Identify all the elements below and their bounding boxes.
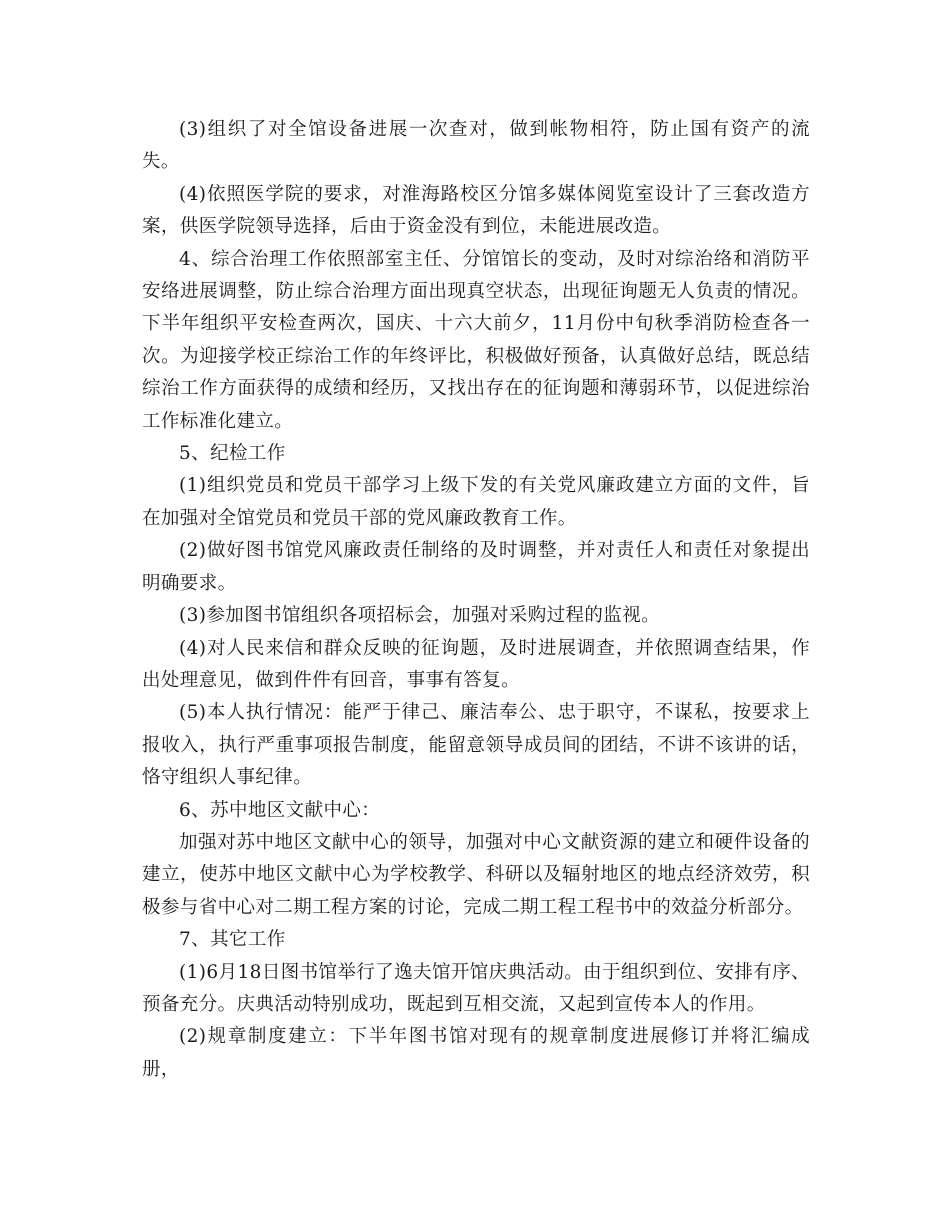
paragraph-discipline-item-2: (2)做好图书馆党风廉政责任制络的及时调整，并对责任人和责任对象提出明确要求。 xyxy=(142,540,810,594)
heading-literature-center: 6、苏中地区文献中心： xyxy=(179,799,381,821)
heading-other-work: 7、其它工作 xyxy=(179,929,286,951)
paragraph-comprehensive-governance: 4、综合治理工作依照部室主任、分馆馆长的变动，及时对综治络和消防平安络进展调整，防止综合治理方面出现真空状态，出现征询题无人负责的情况。下半年组织平安检查两次，国庆、十六大前夕，11月份中旬秋季消防检查各一次。为迎接学校正综治工作的年终评比，积极做好预备，认真做好总结，既总结综治工作方面获得的成绩和经历，又找出存在的征询题和薄弱环节，以促进综治工作标准化建立。 xyxy=(142,248,810,432)
paragraph-literature-center: 加强对苏中地区文献中心的领导，加强对中心文献资源的建立和硬件设备的建立，使苏中地区文献中心为学校教学、科研以及辐射地区的地点经济效劳，积极参与省中心对二期工程方案的讨论，完成二期工程工程书中的效益分析部分。 xyxy=(142,831,810,918)
paragraph-other-item-2: (2)规章制度建立：下半年图书馆对现有的规章制度进展修订并将汇编成册， xyxy=(142,1026,810,1080)
paragraph-discipline-item-3: (3)参加图书馆组织各项招标会，加强对采购过程的监视。 xyxy=(179,605,661,627)
paragraph-equipment-check: (3)组织了对全馆设备进展一次查对，做到帐物相符，防止国有资产的流失。 xyxy=(142,119,810,173)
paragraph-discipline-item-5: (5)本人执行情况：能严于律己、廉洁奉公、忠于职守，不谋私，按要求上报收入，执行严重事项报告制度，能留意领导成员间的团结，不讲不该讲的话，恪守组织人事纪律。 xyxy=(142,702,810,789)
document-body xyxy=(142,114,810,1086)
heading-discipline-inspection: 5、纪检工作 xyxy=(179,443,286,465)
paragraph-other-item-1: (1)6月18日图书馆举行了逸夫馆开馆庆典活动。由于组织到位、安排有序、预备充分。庆典活动特别成功，既起到互相交流，又起到宣传本人的作用。 xyxy=(142,961,810,1015)
paragraph-discipline-item-4: (4)对人民来信和群众反映的征询题，及时进展调查，并依照调查结果，作出处理意见，做到件件有回音，事事有答复。 xyxy=(142,637,810,691)
paragraph-renovation-plan: (4)依照医学院的要求，对淮海路校区分馆多媒体阅览室设计了三套改造方案，供医学院领导选择，后由于资金没有到位，未能进展改造。 xyxy=(142,183,810,238)
paragraph-discipline-item-1: (1)组织党员和党员干部学习上级下发的有关党风廉政建立方面的文件，旨在加强对全馆党员和党员干部的党风廉政教育工作。 xyxy=(142,475,810,529)
